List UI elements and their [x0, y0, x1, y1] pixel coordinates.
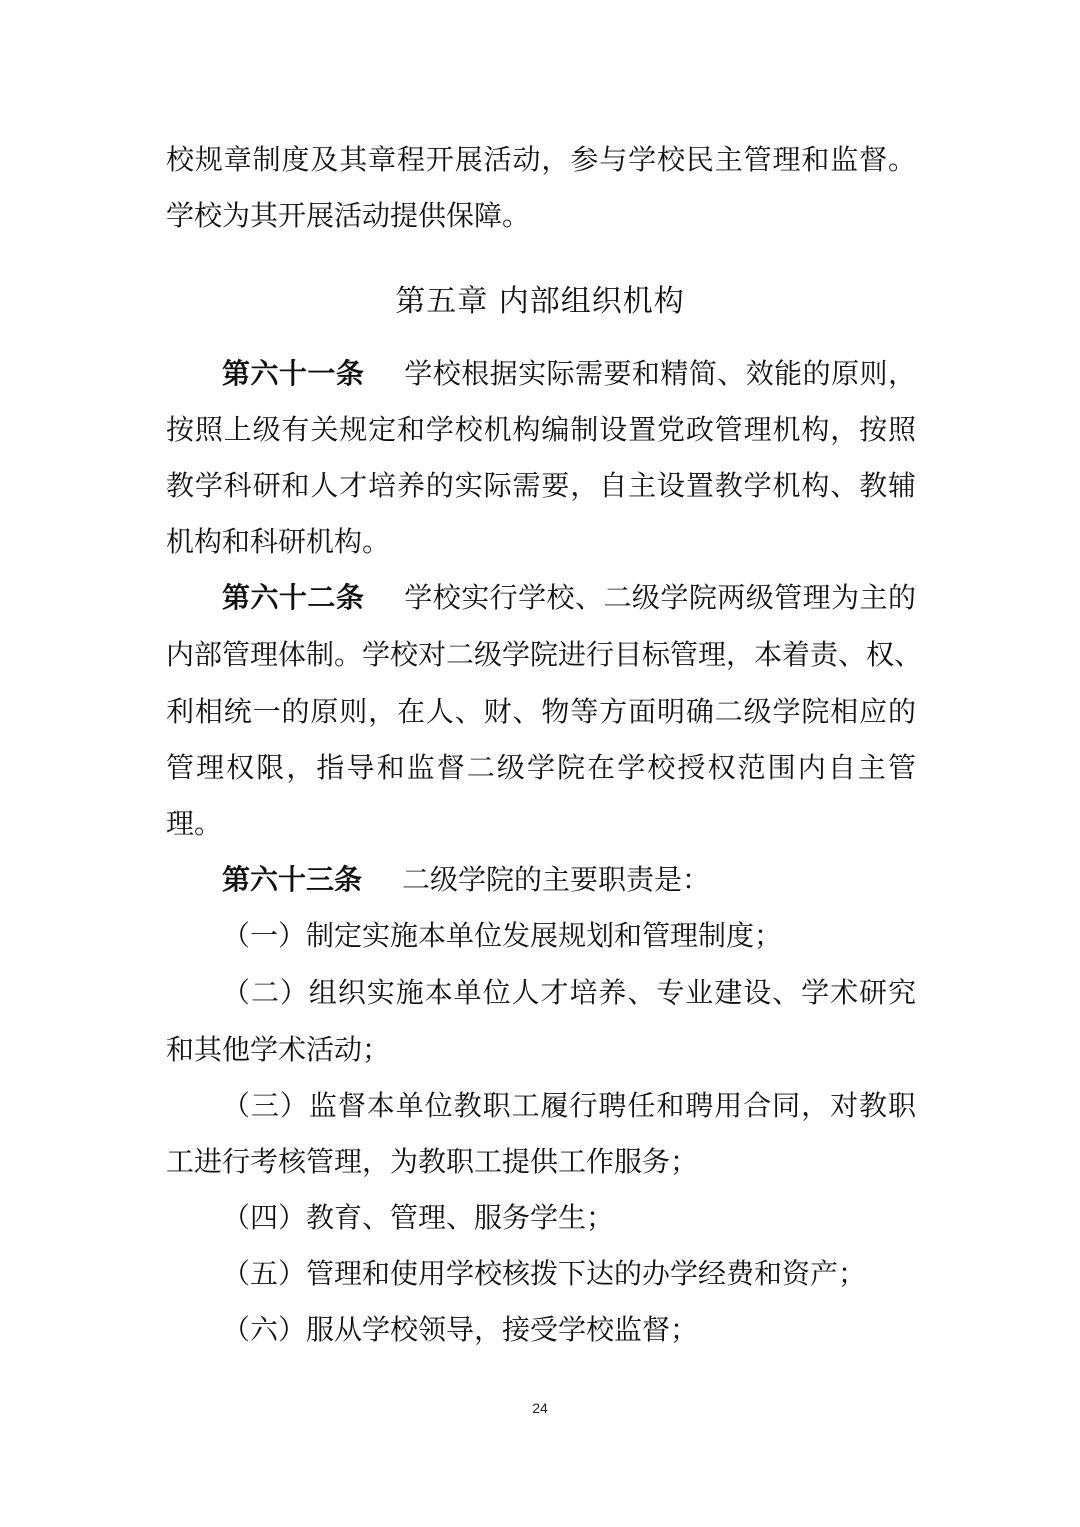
article-63-intro: 二级学院的主要职责是：	[402, 863, 711, 896]
article-62-label: 第六十二条	[222, 581, 365, 614]
continuation-line-1: 校规章制度及其章程开展活动，参与学校民主管理和监督。	[166, 143, 916, 176]
article-63-item-2-line-1: （二）组织实施本单位人才培养、专业建设、学术研究	[222, 976, 916, 1009]
article-61-label: 第六十一条	[222, 357, 365, 390]
page-number: 24	[532, 1400, 548, 1416]
article-61-line-4: 机构和科研机构。	[166, 525, 391, 558]
article-62-line-2: 内部管理体制。学校对二级学院进行目标管理，本着责、权、	[166, 638, 923, 671]
article-63-item-6: （六）服从学校领导，接受学校监督；	[222, 1313, 699, 1346]
article-63-item-3-line-1: （三）监督本单位教职工履行聘任和聘用合同，对教职	[222, 1089, 916, 1122]
chapter-title: 第五章 内部组织机构	[395, 284, 685, 319]
article-61-line-2: 按照上级有关规定和学校机构编制设置党政管理机构，按照	[166, 413, 916, 446]
article-63-item-5: （五）管理和使用学校核拨下达的办学经费和资产；	[222, 1257, 867, 1290]
article-62-line-4: 管理权限，指导和监督二级学院在学校授权范围内自主管	[166, 751, 916, 784]
article-62-line-3: 利相统一的原则，在人、财、物等方面明确二级学院相应的	[166, 695, 916, 728]
article-63-item-1: （一）制定实施本单位发展规划和管理制度；	[222, 919, 783, 952]
article-63-item-3-line-2: 工进行考核管理，为教职工提供工作服务；	[166, 1145, 699, 1178]
article-63-item-2-line-2: 和其他学术活动；	[166, 1033, 391, 1066]
article-63-label: 第六十三条	[222, 863, 363, 896]
article-63-first-line	[222, 860, 916, 900]
article-62-text-1: 学校实行学校、二级学院两级管理为主的	[404, 581, 916, 614]
article-63-item-4: （四）教育、管理、服务学生；	[222, 1201, 615, 1234]
article-62-first-line	[222, 578, 916, 618]
continuation-line-2: 学校为其开展活动提供保障。	[166, 199, 531, 232]
article-62-line-5: 理。	[166, 807, 223, 840]
article-61-line-3: 教学科研和人才培养的实际需要，自主设置教学机构、教辅	[166, 469, 916, 502]
article-61-first-line	[222, 354, 916, 394]
article-61-text-1: 学校根据实际需要和精简、效能的原则，	[404, 357, 916, 390]
